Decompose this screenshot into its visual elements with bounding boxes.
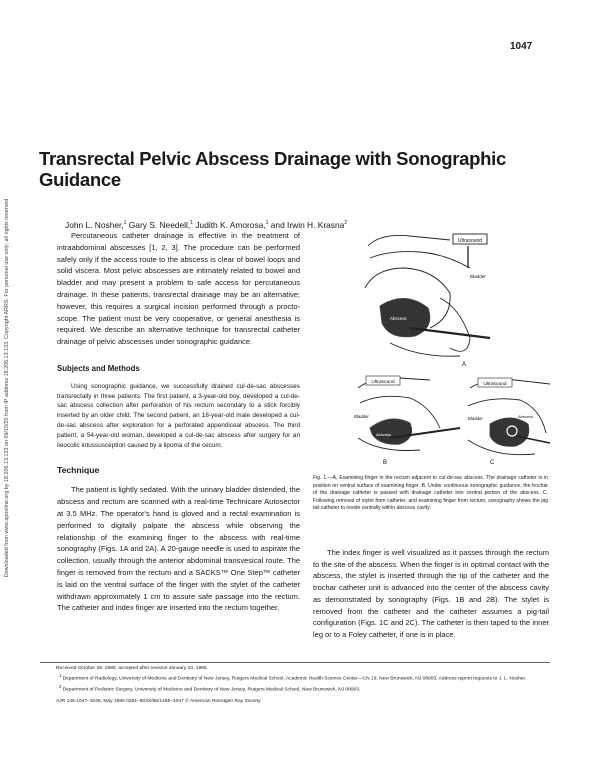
footnote-2-text: Department of Pediatric Surgery, University of Medicine and Dentistry of New Jersey, Rutgers Medical School, New Brunswick, NJ 08903. bbox=[61, 687, 361, 693]
figure-caption: Fig. 1.—A, Examining finger in the rectum adjacent to cul-de-sac abscess. The drainage catheter is in position on ventral surface of examining finger. B, Under continuous sonographic guidance, the trochar of the drainage catheter is passed with drainage catheter into central portion of the abscess. C, Following removal of stylet from catheter, and examining finger from rectum, sonography shows the pig tail catheter to reside centrally within abscess cavity. bbox=[313, 475, 548, 511]
figure-panel-b bbox=[354, 376, 460, 466]
page-number: 1047 bbox=[510, 41, 533, 52]
subjects-paragraph: Using sonographic guidance, we successfully drained cul-de-sac abscesses transrectally in three patients. The first patient, a 3-year-old boy, developed a cul-de-sac abscess collection after perforation of his rectum secondary to a stick forcibly inserted by an older child. The second patient, an 18-year-old male developed a cul-de-sac abscess after exploration for a perforated appendiceal abscess. The third patient, a 54-year-old woman, developed a cul-de-sac abscess after surgery for an ileocolic intussusception caused by a lipoma of the cecum. bbox=[57, 382, 300, 449]
download-watermark bbox=[0, 0, 14, 776]
section-heading-subjects: Subjects and Methods bbox=[57, 363, 140, 373]
footnote-1-text: Department of Radiology, University of Medicine and Dentistry of New Jersey, Rutgers Medical School, Academic Health Science Center—CN 19, New Brunswick, NJ 08903. Address reprint requests to J. L. Nosher. bbox=[61, 676, 527, 682]
author-affiliation: 1 bbox=[123, 220, 127, 227]
received-dates: Received October 28, 1985; accepted after revision January 23, 1986. bbox=[56, 666, 208, 671]
author-affiliation: 1 bbox=[190, 220, 194, 227]
label-abscess-c: Abscess bbox=[518, 414, 534, 419]
author-name: and Irwin H. Krasna bbox=[268, 220, 345, 230]
figure-1-illustration bbox=[350, 228, 555, 468]
panel-label-a: A bbox=[462, 362, 467, 368]
author-affiliation: 2 bbox=[344, 220, 348, 227]
author-name: John L. Nosher, bbox=[65, 220, 124, 230]
label-ultrasound-b: Ultrasound bbox=[371, 380, 395, 385]
label-bladder-c: Bladder bbox=[468, 416, 483, 421]
panel-label-b: B bbox=[383, 460, 388, 466]
watermark-text: Downloaded from www.ajronline.org by 18.206.13.133 on 09/15/20 from IP address 18.206.13.133. Copyright ARRS. For personal use only; all rights reserved bbox=[4, 198, 10, 578]
label-bladder-a: Bladder bbox=[470, 274, 486, 279]
journal-citation: AJR 146:1047–1048, May 1986 0361–803X/86/1465–1047 © American Roentgen Ray Society bbox=[56, 699, 261, 705]
footnote-1 bbox=[56, 672, 546, 683]
label-ultrasound-a: Ultrasound bbox=[457, 238, 483, 244]
footnote-divider bbox=[40, 662, 550, 663]
technique-paragraph: The patient is lightly sedated. With the urinary bladder distended, the abscess and rectum are scanned with a real-time Technicare Autosector at 3.5 MHz. The operator's hand is gloved and a rectal examination is performed to digitally palpate the abscess while observing the relationship of the examining finger to the abscess with real-time sonography (Figs. 1A and 2A). A 20-gauge needle is used to aspirate the collection, usually through the anterior abdominal transvesical route. The finger is removed from the rectum and a SACKS™ One Step™ catheter is laid on the ventral surface of the finger with the stylet of the catheter withdrawn approximately 1 cm to assure safe passage into the rectum. The catheter and index finger are inserted into the rectum together. bbox=[57, 485, 300, 613]
footnote-1-marker: 1 bbox=[59, 673, 62, 679]
panel-label-c: C bbox=[490, 460, 495, 466]
right-column bbox=[313, 547, 549, 641]
label-abscess-a: Abscess bbox=[390, 316, 407, 321]
figure-panel-c bbox=[468, 378, 550, 466]
figure-panel-a bbox=[365, 234, 490, 368]
label-ultrasound-c: Ultrasound bbox=[483, 382, 507, 387]
author-name: Judith K. Amorosa, bbox=[193, 220, 266, 230]
section-heading-technique: Technique bbox=[57, 464, 100, 475]
label-abscess-b: Abscess bbox=[376, 432, 392, 437]
left-column bbox=[57, 230, 300, 614]
author-list bbox=[65, 220, 347, 230]
footnote-2-marker: 2 bbox=[59, 684, 62, 690]
author-affiliation: 1 bbox=[265, 220, 269, 227]
footnote-2 bbox=[56, 683, 546, 694]
right-column-paragraph: The index finger is well visualized as it passes through the rectum to the site of the abscess. When the finger is in optimal contact with the abscess, the stylet is inserted through the tip of the catheter and the trochar catheter unit is advanced into the center of the abscess cavity as demonstrated by sonography (Figs. 1B and 2B). The stylet is removed from the catheter and the catheter assumes a pig-tail configuration (Figs. 1C and 2C). The catheter is then taped to the inner leg or to a Foley catheter, if one is in place. bbox=[313, 548, 549, 639]
author-name: Gary S. Needell, bbox=[126, 220, 191, 230]
footnotes bbox=[56, 665, 546, 705]
intro-paragraph: Percutaneous catheter drainage is effective in the treatment of intraabdominal abscesses [1, 2, 3]. The procedure can be performed safely only if the access route to the abscess is clear of bowel loops and solid viscera. Most pelvic abscesses are intimately related to bowel and bladder and may present a problem to safe access for percutaneous drainage. In these patients, transrectal drainage may be an alternative; however, this requires a surgical incision performed through a procto-scope. The patient must be very cooperative, or general anesthesia is required. We describe an alternative technique for transrectal catheter drainage of pelvic abscesses under sonographic guidance. bbox=[57, 231, 300, 347]
article-title: Transrectal Pelvic Abscess Drainage with Sonographic Guidance bbox=[39, 148, 506, 190]
label-bladder-b: Bladder bbox=[354, 414, 369, 419]
